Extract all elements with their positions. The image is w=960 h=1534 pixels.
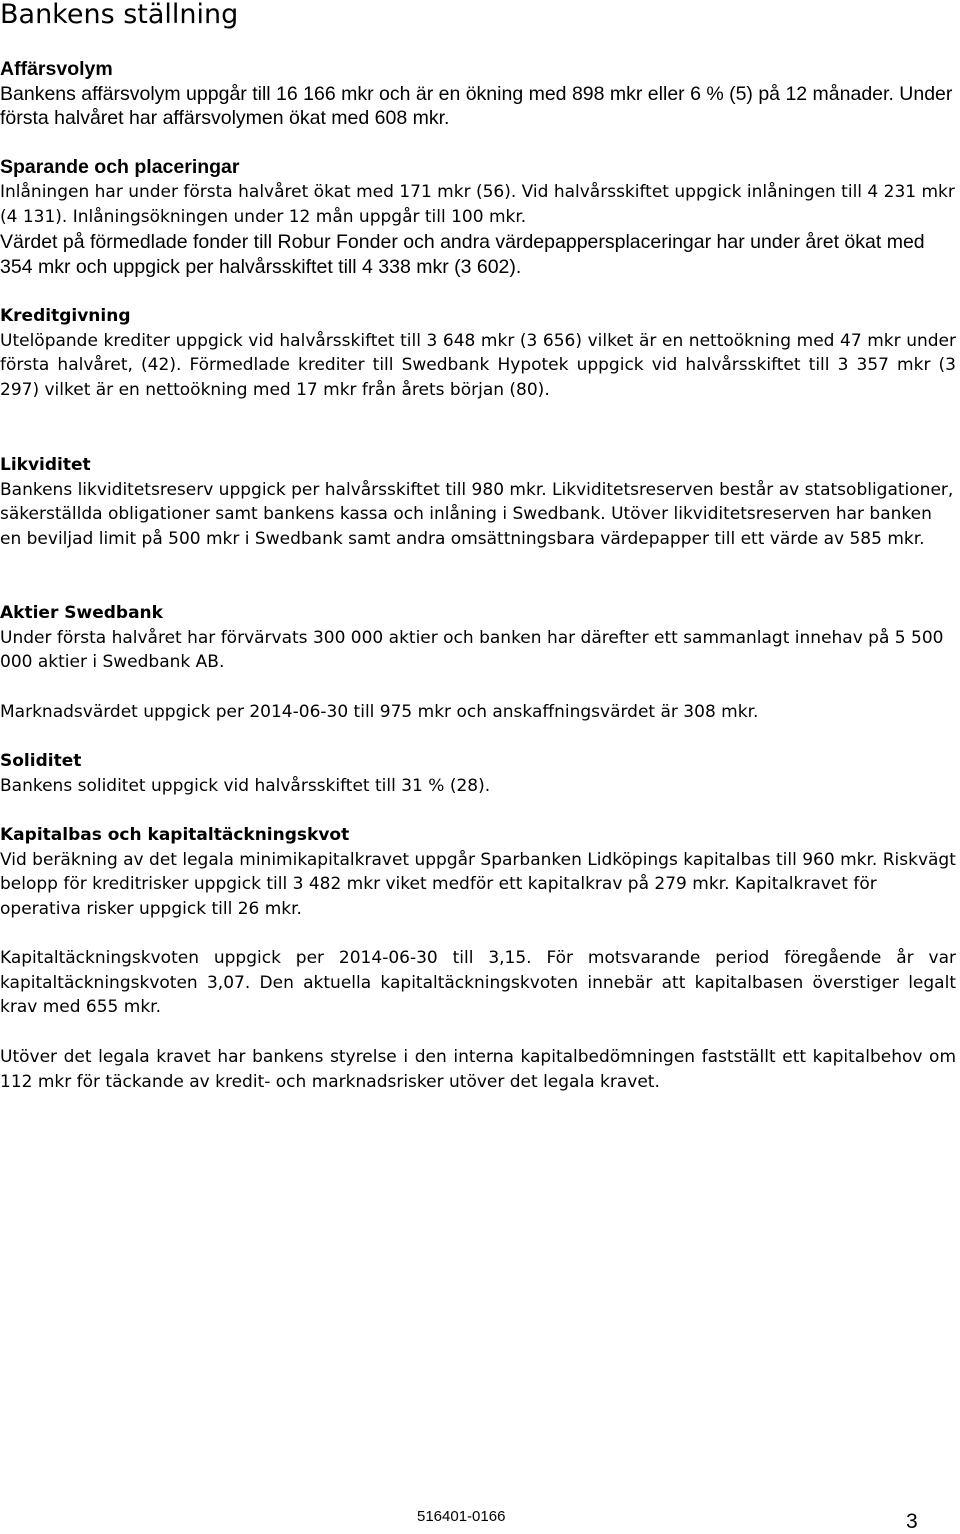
- section-kapitalbas: [0, 823, 956, 921]
- section-aktier: [0, 601, 956, 675]
- page-number: 3: [906, 1510, 918, 1533]
- section-soliditet: [0, 749, 956, 798]
- section-kreditgivning: [0, 304, 956, 402]
- section-heading: Likviditet: [0, 455, 91, 475]
- section-text: Kapitaltäckningskvoten uppgick per 2014-06-30 till 3,15. För motsvarande period föregående år var kapitaltäckningskvoten 3,07. Den aktuella kapitaltäckningskvoten innebär att kapitalbasen överstiger legalt krav med 655 mkr.: [0, 948, 956, 1018]
- section-kapitalbas-text-3: [0, 1045, 956, 1094]
- section-text: Inlåningen har under första halvåret ökat med 171 mkr (56). Vid halvårsskiftet uppgick inlåningen till 4 231 mkr (4 131). Inlåningsökningen under 12 mån uppgår till 100 mkr.: [0, 182, 955, 227]
- section-text: Marknadsvärdet uppgick per 2014-06-30 till 975 mkr och anskaffningsvärdet är 308 mkr.: [0, 702, 759, 722]
- section-text: Värdet på förmedlade fonder till Robur Fonder och andra värdepappersplaceringar har under året ökat med 354 mkr och uppgick per halvårsskiftet till 4 338 mkr (3 602).: [0, 231, 925, 278]
- section-heading: Soliditet: [0, 751, 82, 771]
- section-heading: Aktier Swedbank: [0, 603, 163, 623]
- section-sparande: [0, 155, 956, 180]
- section-text: Bankens soliditet uppgick vid halvårsskiftet till 31 % (28).: [0, 775, 491, 796]
- org-number: 516401-0166: [417, 1508, 506, 1525]
- section-text: Vid beräkning av det legala minimikapitalkravet uppgår Sparbanken Lidköpings kapitalbas till 960 mkr. Riskvägt belopp för kreditrisker uppgick till 3 482 mkr viket medför ett kapitalkrav på 279 mkr. Kapitalkravet för operativa risker uppgick till 26 mkr.: [0, 849, 956, 919]
- section-heading: Sparande och placeringar: [0, 156, 240, 178]
- section-sparande-text-a: [0, 180, 956, 229]
- section-affarsvolym: [0, 57, 956, 131]
- section-text: Under första halvåret har förvärvats 300 000 aktier och banken har därefter ett sammanlagt innehav på 5 500 000 aktier i Swedbank AB.: [0, 627, 944, 673]
- section-text: Bankens affärsvolym uppgår till 16 166 mkr och är en ökning med 898 mkr eller 6 % (5) på 12 månader. Under första halvåret har affärsvolymen ökat med 608 mkr.: [0, 82, 953, 130]
- section-likviditet: [0, 453, 956, 551]
- section-heading: Kapitalbas och kapitaltäckningskvot: [0, 825, 350, 845]
- section-aktier-text-2: [0, 700, 956, 725]
- section-kapitalbas-text-2: [0, 946, 956, 1020]
- page-title: Bankens ställning: [0, 0, 239, 30]
- section-text: Utelöpande krediter uppgick vid halvårsskiftet till 3 648 mkr (3 656) vilket är en nettoökning med 47 mkr under första halvåret, (42). Förmedlade krediter till Swedbank Hypotek uppgick vid halvårsskiftet till 3 357 mkr (3 297) vilket är en nettoökning med 17 mkr från årets början (80).: [0, 330, 956, 400]
- section-sparande-text-b: [0, 230, 956, 279]
- section-text: Bankens likviditetsreserv uppgick per halvårsskiftet till 980 mkr. Likviditetsreserven består av statsobligationer, säkerställda obligationer samt bankens kassa och inlåning i Swedbank. Utöver likviditetsreserven har banken en beviljad limit på 500 mkr i Swedbank samt andra omsättningsbara värdepapper till ett värde av 585 mkr.: [0, 479, 954, 549]
- section-heading: Affärsvolym: [0, 58, 113, 80]
- section-text: Utöver det legala kravet har bankens styrelse i den interna kapitalbedömningen fastställt ett kapitalbehov om 112 mkr för täckande av kredit- och marknadsrisker utöver det legala kravet.: [0, 1047, 956, 1092]
- section-heading: Kreditgivning: [0, 306, 131, 326]
